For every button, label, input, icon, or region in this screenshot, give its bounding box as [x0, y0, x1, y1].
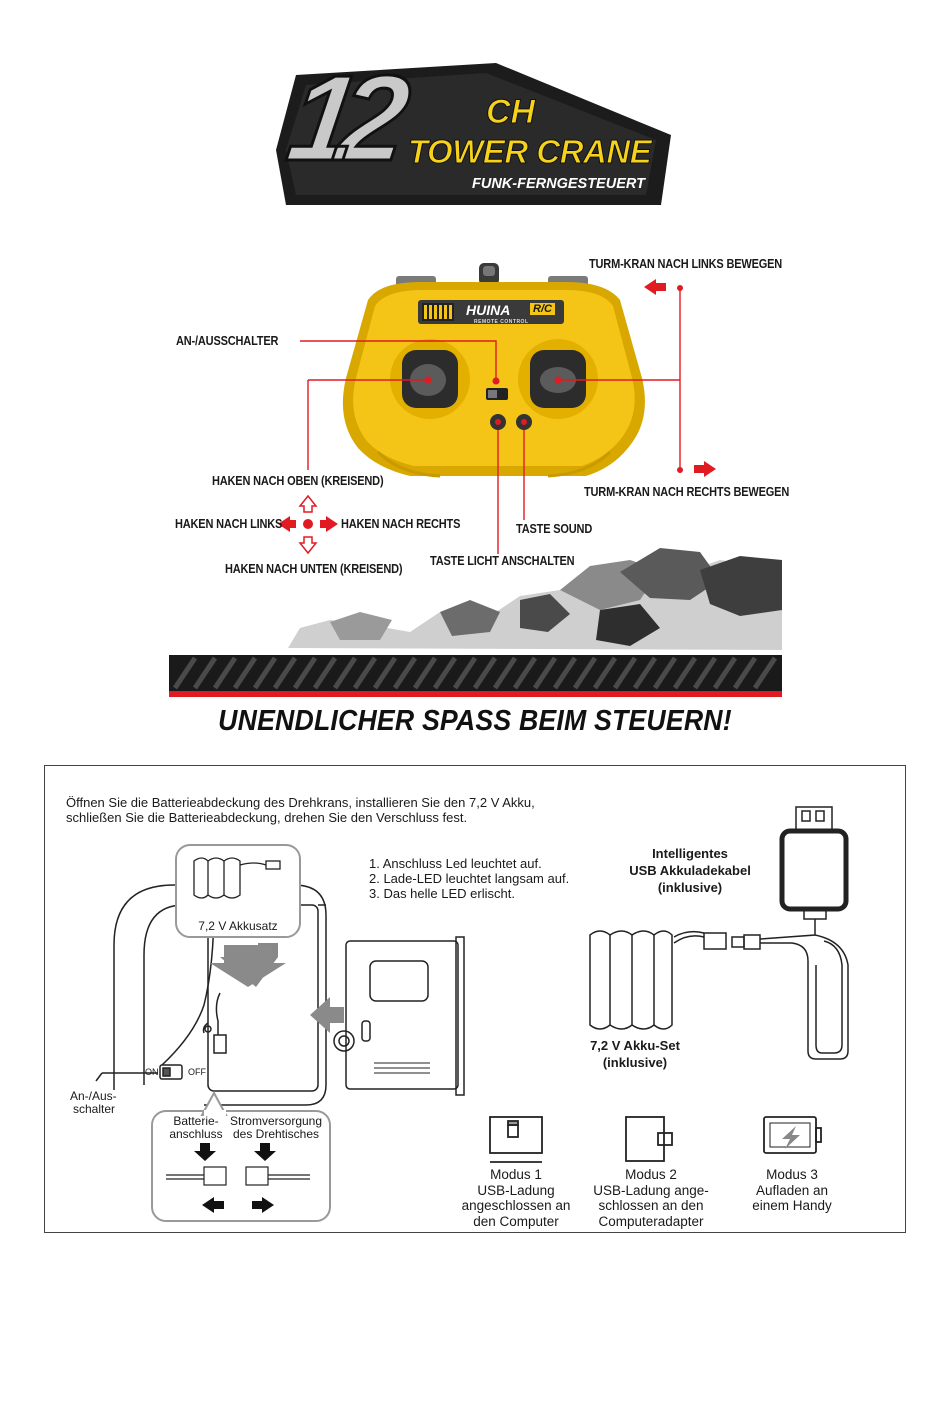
mode-2-line1: Modus 2 [625, 1167, 677, 1182]
usb-cable-label-3: (inklusive) [657, 880, 723, 895]
label-hook-up: HAKEN NACH OBEN (KREISEND) [212, 474, 384, 488]
intro-text-line2: schließen Sie die Batterieabdeckung, drehen Sie den Verschluss fest. [66, 810, 468, 825]
logo-subtitle: FUNK-FERNGESTEUERT [472, 176, 645, 192]
usb-cable-label-2: USB Akkuladekabel [629, 863, 751, 878]
mode-2-caption [581, 1167, 721, 1229]
mode-2-line3: schlossen an den [598, 1198, 704, 1213]
akku-set-label-1: 7,2 V Akku-Set [590, 1038, 680, 1053]
label-hook-left: HAKEN NACH LINKS [175, 517, 283, 531]
label-tower-left: TURM-KRAN NACH LINKS BEWEGEN [589, 257, 783, 271]
mode-1-line2: USB-Ladung [477, 1182, 555, 1198]
switch-label-2: schalter [73, 1102, 116, 1116]
mode-2-line4: Computeradapter [598, 1213, 704, 1229]
logo-number: 12 [280, 50, 400, 186]
mode-3-line3: einem Handy [752, 1198, 832, 1213]
switch-on-label: ON [145, 1067, 159, 1077]
logo-ch: CH [486, 93, 536, 131]
mode-1-line3: angeschlossen an [461, 1198, 571, 1213]
akkusatz-label: 7,2 V Akkusatz [198, 919, 278, 933]
charging-step-2: 2. Lade-LED leuchtet langsam auf. [369, 871, 570, 886]
mode-3-line1: Modus 3 [766, 1167, 818, 1182]
power-supply-label-2: des Drehtisches [232, 1127, 320, 1141]
remote-brand: HUINA [466, 302, 511, 318]
mode-1-line4: den Computer [473, 1213, 559, 1229]
label-tower-right: TURM-KRAN NACH RECHTS BEWEGEN [584, 485, 790, 499]
mode-2-line2: USB-Ladung ange- [593, 1182, 709, 1198]
mode-3-caption [722, 1167, 862, 1214]
mode-1-line1: Modus 1 [490, 1167, 542, 1182]
power-supply-label-1: Stromversorgung [229, 1114, 323, 1128]
battery-connector-label-1: Batterie- [173, 1114, 219, 1128]
battery-install-illustration [44, 765, 906, 1233]
battery-connector-label-2: anschluss [169, 1127, 223, 1141]
mode-3-line2: Aufladen an [755, 1182, 829, 1198]
logo-title: TOWER CRANE [408, 133, 652, 170]
label-on-off-switch: AN-/AUSSCHALTER [176, 334, 279, 348]
switch-off-label: OFF [188, 1067, 206, 1077]
akku-set-label-2: (inklusive) [602, 1055, 668, 1070]
remote-brand-sub: REMOTE CONTROL [474, 319, 529, 325]
label-hook-down: HAKEN NACH UNTEN (KREISEND) [225, 562, 403, 576]
usb-cable-label-1: Intelligentes [652, 846, 728, 861]
mode-1-caption [446, 1167, 586, 1229]
charging-step-3: 3. Das helle LED erlischt. [369, 886, 515, 901]
slogan-heading: UNENDLICHER SPASS BEIM STEUERN! [218, 705, 732, 737]
switch-label-1: An-/Aus- [70, 1089, 117, 1103]
remote-brand-tag: R/C [530, 303, 555, 315]
label-sound-button: TASTE SOUND [516, 522, 593, 536]
remote-diagram [0, 0, 950, 700]
label-hook-right: HAKEN NACH RECHTS [341, 517, 461, 531]
charging-step-1: 1. Anschluss Led leuchtet auf. [369, 856, 542, 871]
label-light-button: TASTE LICHT ANSCHALTEN [430, 554, 575, 568]
intro-text-line1: Öffnen Sie die Batterieabdeckung des Drehkrans, installieren Sie den 7,2 V Akku, [66, 795, 535, 810]
